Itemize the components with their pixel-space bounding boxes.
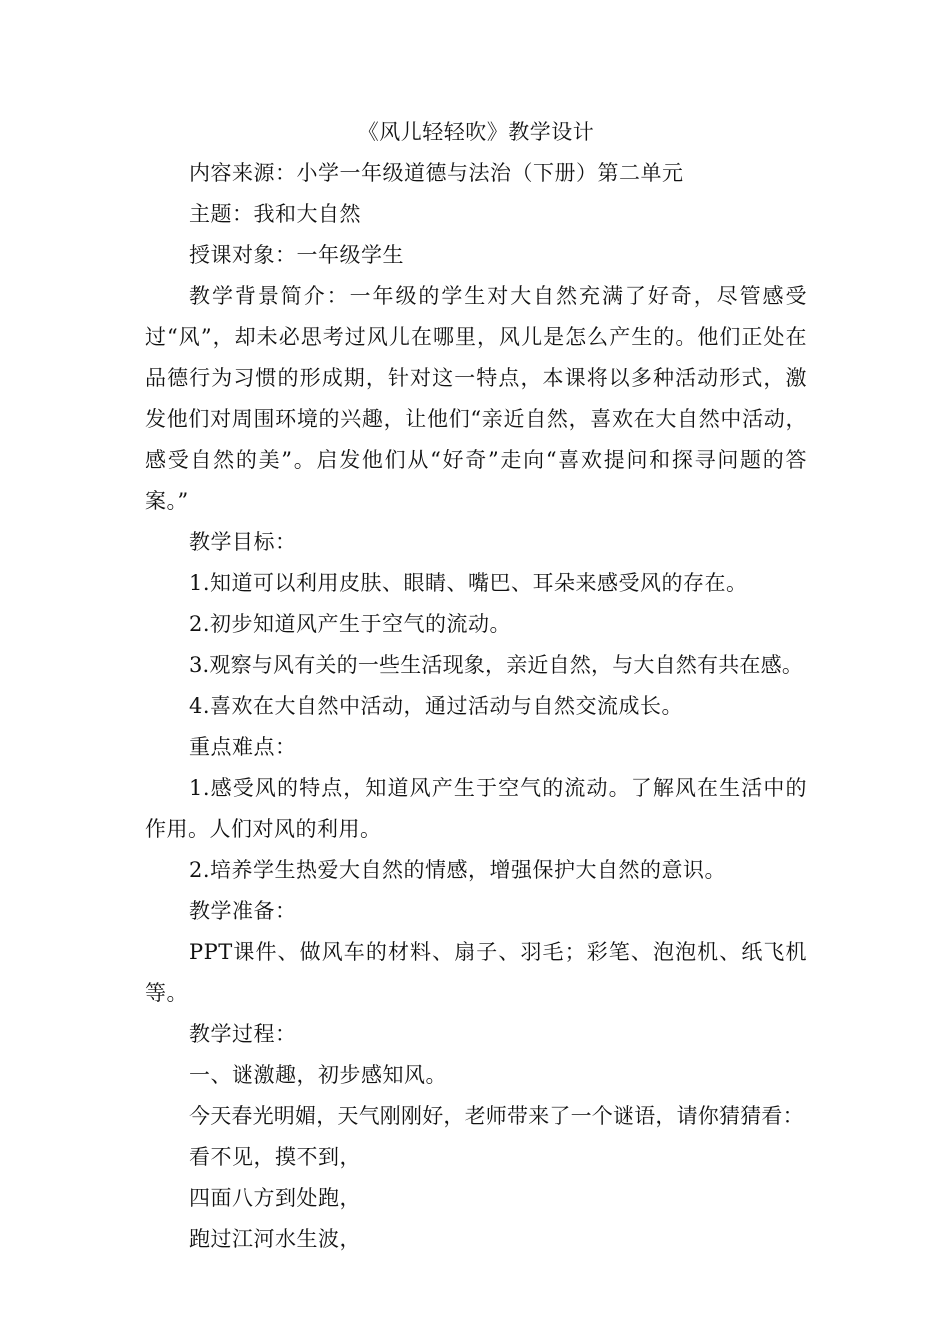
content-source: 内容来源：小学一年级道德与法治（下册）第二单元	[189, 161, 684, 185]
goal-item: 2.初步知道风产生于空气的流动。	[189, 612, 512, 636]
process-heading: 教学过程：	[189, 1022, 297, 1046]
riddle-line: 跑过江河水生波，	[189, 1227, 361, 1251]
process-step-heading: 一、谜激趣，初步感知风。	[189, 1063, 447, 1087]
riddle-line: 四面八方到处跑，	[189, 1186, 361, 1210]
document-body	[145, 112, 807, 1260]
key-points-heading: 重点难点：	[189, 735, 297, 759]
document-title: 《风儿轻轻吹》教学设计	[357, 120, 595, 144]
riddle-line: 看不见，摸不到，	[189, 1145, 361, 1169]
goal-item: 1.知道可以利用皮肤、眼睛、嘴巴、耳朵来感受风的存在。	[189, 571, 748, 595]
lesson-audience: 授课对象：一年级学生	[189, 243, 404, 267]
prep-heading: 教学准备：	[189, 899, 297, 923]
background-paragraph: 教学背景简介：一年级的学生对大自然充满了好奇，尽管感受过“风”，却未必思考过风儿在哪里，风儿是怎么产生的。他们正处在品德行为习惯的形成期，针对这一特点，本课将以多种活动形式，激发他们对周围环境的兴趣，让他们“亲近自然，喜欢在大自然中活动，感受自然的美”。启发他们从“好奇”走向“喜欢提问和探寻问题的答案。”	[145, 284, 807, 513]
key-point-item: 2.培养学生热爱大自然的情感，增强保护大自然的意识。	[189, 858, 727, 882]
goals-heading: 教学目标：	[189, 530, 297, 554]
goal-item: 4.喜欢在大自然中活动，通过活动与自然交流成长。	[189, 694, 684, 718]
intro-paragraph: 今天春光明媚，天气刚刚好，老师带来了一个谜语，请你猜猜看：	[189, 1104, 804, 1128]
lesson-theme: 主题：我和大自然	[189, 202, 361, 226]
goal-item: 3.观察与风有关的一些生活现象，亲近自然，与大自然有共在感。	[189, 653, 804, 677]
key-point-item: 1.感受风的特点，知道风产生于空气的流动。了解风在生活中的作用。人们对风的利用。	[145, 776, 807, 841]
prep-paragraph: PPT课件、做风车的材料、扇子、羽毛；彩笔、泡泡机、纸飞机等。	[145, 940, 807, 1005]
